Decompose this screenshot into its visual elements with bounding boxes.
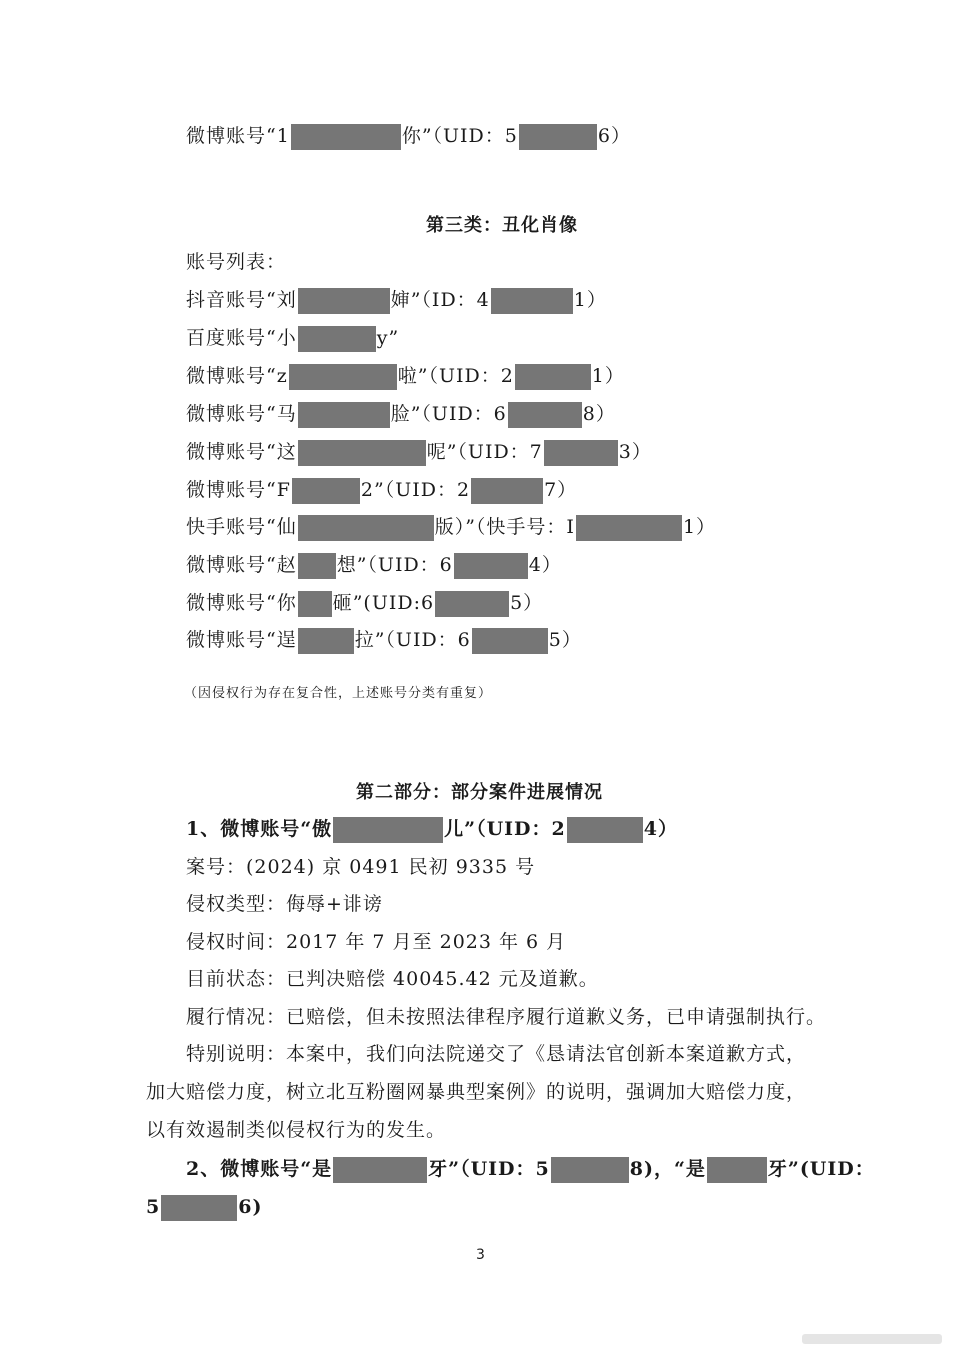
redaction-bar [291, 124, 401, 150]
section-title: 第三类：丑化肖像 [426, 215, 578, 236]
account-entry: 抖音账号“刘 婶”（ID：4 1） [186, 286, 607, 314]
redaction-bar [298, 288, 390, 314]
account-entry: 微博账号“z 啦”（UID：2 1） [186, 362, 625, 390]
case-heading: 1、微博账号“傲 儿”（UID：2 4） [186, 815, 678, 843]
redaction-bar [333, 1157, 427, 1183]
account-entry: 微博账号“马 脸”（UID：6 8） [186, 400, 616, 428]
redaction-bar [333, 817, 443, 843]
account-entry: 微博账号“你 砸”(UID:6 5） [186, 589, 543, 617]
redaction-bar [454, 553, 528, 579]
redaction-bar [298, 440, 426, 466]
account-entry: 快手账号“仙 版）”（快手号：I 1） [186, 513, 716, 541]
list-label: 账号列表： [186, 251, 287, 273]
redaction-bar [435, 591, 509, 617]
part-title: 第二部分：部分案件进展情况 [356, 782, 603, 803]
watermark [802, 1334, 942, 1344]
account-entry-top: 微博账号“1 你”（UID：5 6） [186, 122, 631, 150]
redaction-bar [472, 628, 548, 654]
performance-status: 履行情况：已赔偿，但未按照法律程序履行道歉义务，已申请强制执行。 [186, 1006, 827, 1028]
redaction-bar [508, 402, 582, 428]
redaction-bar [707, 1157, 767, 1183]
redaction-bar [298, 402, 390, 428]
redaction-bar [298, 553, 336, 579]
redaction-bar [298, 628, 354, 654]
redaction-bar [292, 478, 360, 504]
case-heading: 2、微博账号“是 牙”（UID：5 8)，“是 牙”(UID： [186, 1155, 875, 1183]
footnote: （因侵权行为存在复合性，上述账号分类有重复） [184, 686, 493, 701]
infringement-type: 侵权类型：侮辱+诽谤 [186, 893, 383, 915]
account-entry: 百度账号“小 y” [186, 324, 399, 352]
case-heading-continued: 5 6) [146, 1193, 262, 1221]
redaction-bar [298, 515, 434, 541]
redaction-bar [289, 364, 397, 390]
case-status: 目前状态：已判决赔偿 40045.42 元及道歉。 [186, 968, 599, 990]
redaction-bar [519, 124, 597, 150]
redaction-bar [491, 288, 573, 314]
redaction-bar [567, 817, 643, 843]
account-entry: 微博账号“F 2”（UID：2 7） [186, 476, 577, 504]
redaction-bar [298, 326, 376, 352]
redaction-bar [161, 1195, 237, 1221]
account-entry: 微博账号“这 呢”（UID：7 3） [186, 438, 652, 466]
redaction-bar [471, 478, 543, 504]
case-number: 案号：(2024) 京 0491 民初 9335 号 [186, 856, 536, 878]
page-number: 3 [476, 1247, 485, 1263]
infringement-time: 侵权时间：2017 年 7 月至 2023 年 6 月 [186, 931, 567, 953]
redaction-bar [551, 1157, 629, 1183]
redaction-bar [515, 364, 591, 390]
redaction-bar [576, 515, 682, 541]
redaction-bar [298, 591, 332, 617]
account-entry: 微博账号“赵 想”（UID：6 4） [186, 551, 562, 579]
account-entry: 微博账号“逞 拉”（UID：6 5） [186, 626, 582, 654]
redaction-bar [544, 440, 618, 466]
special-note: 特别说明：本案中，我们向法院递交了《恳请法官创新本案道歉方式，加大赔偿力度，树立北互粉圈网暴典型案例》的说明，强调加大赔偿力度，以有效遏制类似侵权行为的发生。 [146, 1043, 807, 1141]
